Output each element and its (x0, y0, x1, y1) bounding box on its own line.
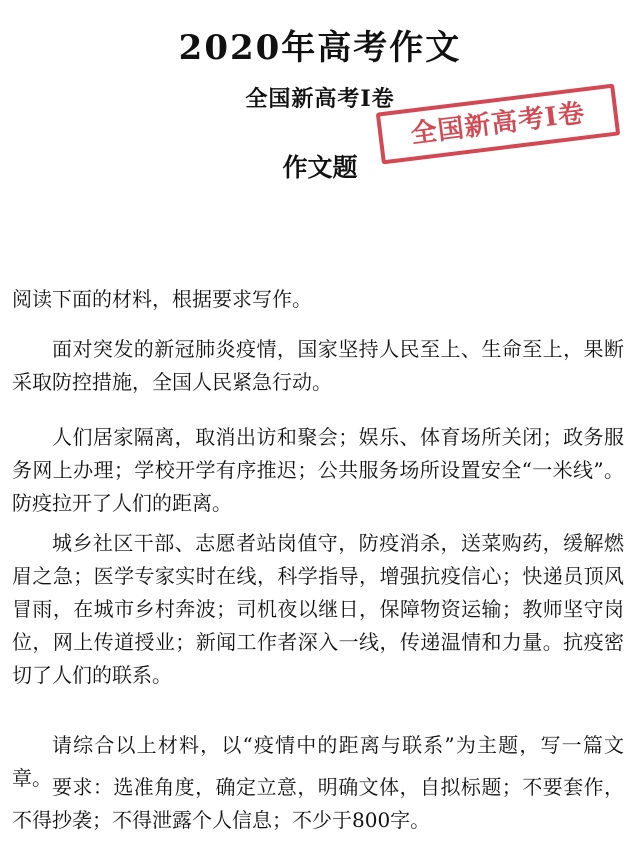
requirements-text: 要求：选准角度，确定立意，明确文体，自拟标题；不要套作，不得抄袭；不得泄露个人信息；不少于800字。 (12, 775, 624, 832)
section-title: 作文题 (282, 153, 358, 182)
red-stamp: 全国新高考Ⅰ卷 (376, 84, 621, 165)
paragraph-4: 请综合以上材料，以“疫情中的距离与联系”为主题，写一篇文章。 (12, 733, 624, 790)
main-title: 2020年高考作文 (178, 28, 462, 68)
paragraph-3: 城乡社区干部、志愿者站岗值守，防疫消杀，送菜购药，缓解燃眉之急；医学专家实时在线，科学指导，增强抗疫信心；快递员顶风冒雨，在城市乡村奔波；司机夜以继日，保障物资运输；教师坚守岗位，网上传道授业；新闻工作者深入一线，传递温情和力量。抗疫密切了人们的联系。 (12, 531, 624, 687)
paragraph-1: 面对突发的新冠肺炎疫情，国家坚持人民至上、生命至上，果断采取防控措施，全国人民紧急行动。 (12, 337, 624, 394)
paragraph-2: 人们居家隔离，取消出访和聚会；娱乐、体育场所关闭；政务服务网上办理；学校开学有序推迟；公共服务场所设置安全“一米线”。防疫拉开了人们的距离。 (12, 425, 624, 515)
subtitle: 全国新高考Ⅰ卷 (245, 86, 395, 112)
intro-text: 阅读下面的材料，根据要求写作。 (12, 287, 312, 311)
